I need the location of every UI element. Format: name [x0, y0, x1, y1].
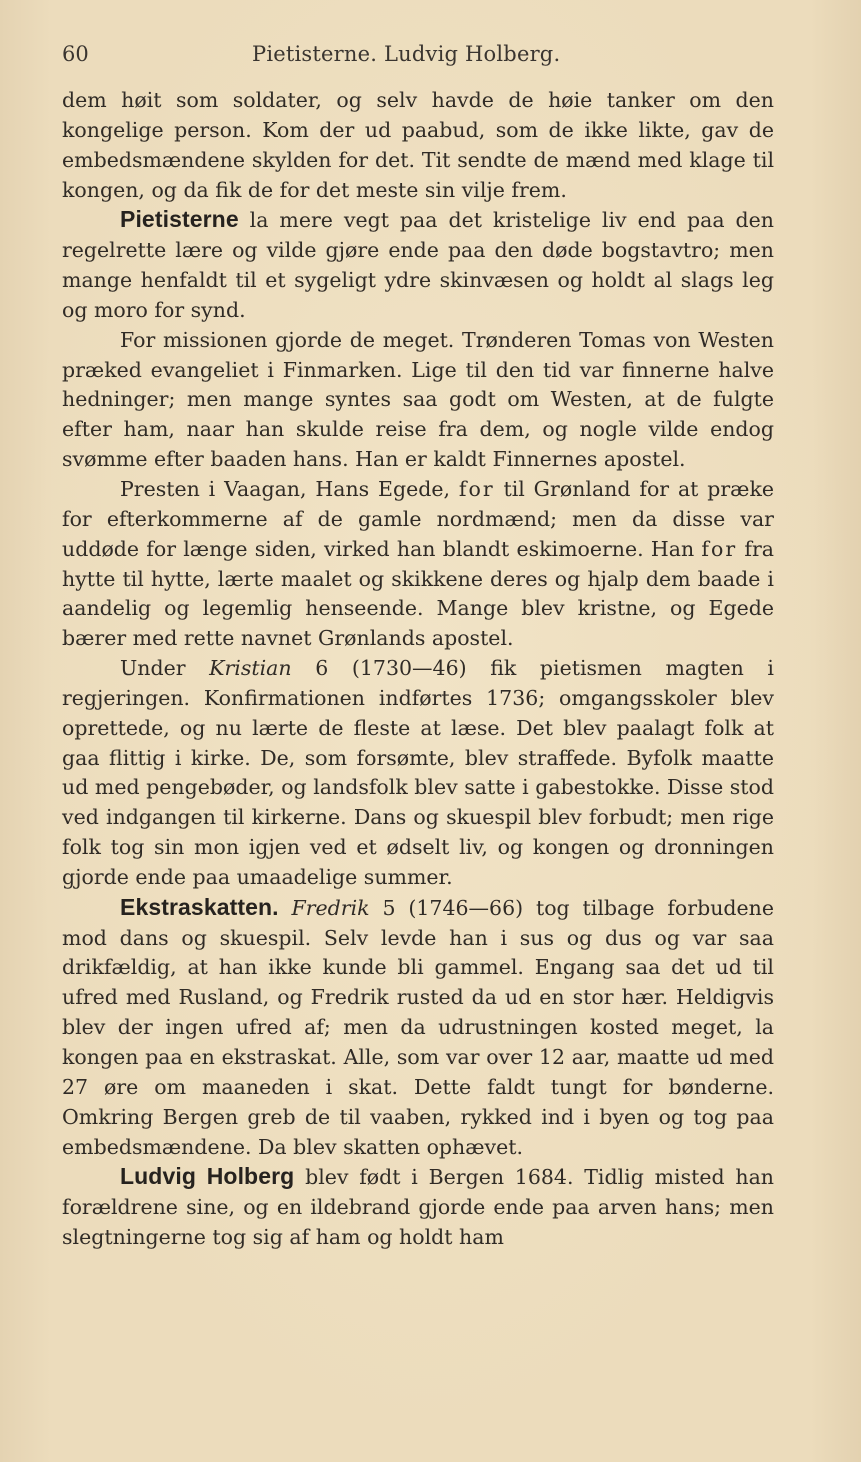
paragraph-missionen: For missionen gjorde de meget. Trønderen Tomas von Westen præked evangeliet i Finmarken. Lige til den tid var finnerne halve hedninger; men mange syntes saa godt om Westen, at de fulgte efter ham, naar han skulde reise fra dem, og nogle vilde endog svømme efter baaden hans. Han er kaldt Finnernes apostel.	[62, 327, 774, 472]
paragraph-text: Presten i Vaagan, Hans Egede,	[120, 476, 459, 501]
king-name-fredrik: Fredrik	[291, 895, 370, 920]
paragraph-ekstraskatten	[62, 893, 774, 1163]
spaced-word: for	[458, 476, 495, 501]
paragraph-text: Under	[120, 656, 210, 681]
spacer	[279, 896, 292, 920]
paragraph-text: 6 (1730—46) fik pietismen magten i regjeringen. Konfirmationen indførtes 1736; omgangsskoler blev oprettede, og nu lærte de fleste at læse. Det blev paalagt folk at gaa flittig i kirke. De, som forsømte, blev straffede. Byfolk maatte ud med pengebøder, og landsfolk blev satte i gabestokke. Disse stod ved indgangen til kirkerne. Dans og skuespil blev forbudt; men rige folk tog sin mon igjen ved et ødselt liv, og kongen og dronningen gjorde ende paa umaadelige summer.	[62, 656, 774, 889]
spaced-word: for	[701, 536, 738, 561]
running-header	[62, 38, 774, 78]
body-text	[62, 86, 774, 1253]
paragraph-kristian	[62, 654, 774, 893]
paragraph-text: fra hytte til hytte, lærte maalet og skikkene deres og hjalp dem baade i aandelig og legemlig henseende. Mange blev kristne, og Egede bærer med rette navnet Grønlands apostel.	[62, 536, 774, 651]
sidehead-pietisterne: Pietisterne	[120, 206, 239, 233]
king-name-kristian: Kristian	[209, 656, 292, 681]
paragraph-holberg	[62, 1162, 774, 1253]
sidehead-ekstraskatten: Ekstraskatten.	[120, 893, 279, 920]
paragraph-text: la mere vegt paa det kristelige liv end paa den regelrette lære og vilde gjøre ende paa den døde bogstavtro; men mange henfaldt til et sygeligt ydre skinvæsen og holdt al slags leg og moro for synd.	[62, 208, 774, 322]
paragraph-text: til Grønland for at præke for efterkommerne af de gamle nordmænd; men da disse var uddøde for længe siden, virked han blandt eskimoerne. Han	[62, 476, 774, 561]
paragraph-text: 5 (1746—66) tog tilbage forbudene mod dans og skuespil. Selv levde han i sus og dus og var saa drikfældig, at han ikke kunde bli gammel. Engang saa det ud til ufred med Rusland, og Fredrik rusted da ud en stor hær. Heldigvis blev der ingen ufred af; men da udrustningen kosted meget, la kongen paa en ekstraskat. Alle, som var over 12 aar, maatte ud med 27 øre om maaneden i skat. Dette faldt tungt for bønderne. Omkring Bergen greb de til vaaben, rykked ind i byen og tog paa embedsmændene. Da blev skatten ophævet.	[62, 895, 774, 1159]
paragraph-egede	[62, 475, 774, 654]
paragraph-1: dem høit som soldater, og selv havde de høie tanker om den kongelige person. Kom der ud paabud, som de ikke likte, gav de embedsmændene skylden for det. Tit sendte de mænd med klage til kongen, og da fik de for det meste sin vilje frem.	[62, 88, 774, 202]
paragraph-text: blev født i Bergen 1684. Tidlig misted han forældrene sine, og en ildebrand gjorde ende paa arven hans; men slegtningerne tog sig af ham og holdt ham	[62, 1165, 774, 1250]
sidehead-ludvig-holberg: Ludvig Holberg	[120, 1163, 295, 1190]
page-number: 60	[62, 42, 89, 66]
running-title: Pietisterne. Ludvig Holberg.	[252, 42, 561, 66]
paragraph-pietisterne	[62, 205, 774, 325]
